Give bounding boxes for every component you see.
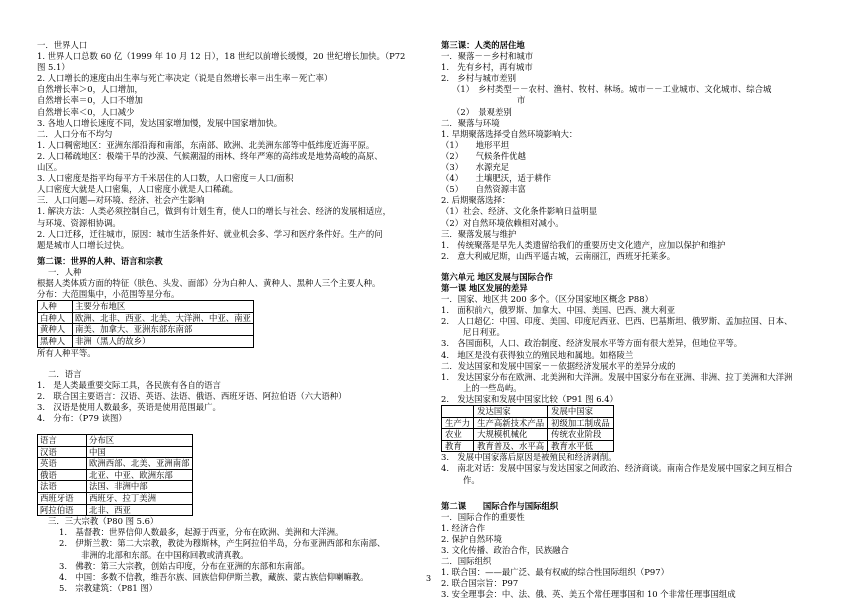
- table-cell: 阿拉伯语: [38, 504, 87, 516]
- settlement-section: [441, 51, 826, 262]
- table-cell: 英语: [38, 458, 87, 470]
- table-cell: 教育水平低: [548, 440, 614, 452]
- text-line: （2） 景观差别: [452, 106, 512, 117]
- table-cell: 传统农业阶段: [548, 429, 614, 441]
- table-row: [38, 469, 193, 481]
- lesson1-title: 第一课 地区发展的差异: [441, 282, 528, 293]
- table-cell: 南美、加拿大、亚洲东部东南部: [73, 324, 254, 336]
- text-line: 2. 人口超亿：中国、印度、美国、印度尼西亚、巴西、巴基斯坦、俄罗斯、孟加拉国、日本、: [441, 316, 793, 327]
- text-line: 2. 意大利威尼斯，山西平遥古城，云南丽江，西班牙托莱多。: [441, 250, 676, 261]
- table-cell: 发展中国家: [548, 406, 614, 418]
- table-cell: 法语: [38, 481, 87, 493]
- text-line: 4. 地区是没有获得独立的殖民地和属地。如格陵兰: [441, 349, 634, 360]
- table-row: [38, 312, 254, 324]
- table-row: [38, 481, 193, 493]
- text-line: 3. 各地人口增长速度不同，发达国家增加慢，发展中国家增加快。: [37, 117, 283, 128]
- text-line: （1） 地形平坦: [441, 139, 510, 150]
- table-cell: 语言: [38, 435, 87, 447]
- table-row: [38, 493, 193, 505]
- text-line: （3） 水源充足: [441, 162, 510, 173]
- table-cell: 黑种人: [38, 335, 73, 347]
- right-column: [441, 40, 826, 601]
- text-line: 3. 各国面积，人口、政治制度、经济发展水平等方面有很大差异，但地位平等。: [441, 338, 743, 349]
- text-line: 2. 联合国主要语言：汉语、英语、法语、俄语、西班牙语、阿拉伯语（六大语种）: [37, 390, 347, 401]
- population-section: [37, 40, 432, 251]
- table-cell: 生产高新技术产品: [474, 417, 548, 429]
- table-cell: 白种人: [38, 312, 73, 324]
- text-line: 3. 佛教：第三大宗教，创始古印度，分布在亚洲的东部和东南部。: [59, 560, 310, 571]
- text-line: 自然增长率＞0，人口增加，: [37, 84, 143, 95]
- race-note: 所有人种平等。: [37, 347, 96, 358]
- religion-section: [37, 516, 432, 594]
- table-cell: 大规模机械化: [474, 429, 548, 441]
- text-line: 非洲的北部和东部。在中国称回教或清真教。: [81, 549, 249, 560]
- lesson3-title: 第三课：人类的居住地: [441, 40, 525, 50]
- text-line: 分布：大范围集中，小范围等星分布。: [37, 289, 180, 300]
- table-cell: 分布区: [87, 435, 193, 447]
- table-row: [442, 429, 614, 441]
- table-row: [38, 324, 254, 336]
- table-cell: 欧洲、北非、西亚、北美、大洋洲、中亚、南亚: [73, 312, 254, 324]
- table-cell: 西班牙、拉丁美洲: [87, 493, 193, 505]
- text-line: 1. 联合国：——最广泛、最有权威的综合性国际组织（P97）: [441, 567, 669, 578]
- table-cell: 汉语: [38, 446, 87, 458]
- table-cell: 中国: [87, 446, 193, 458]
- text-line: 根据人类体质方面的特征（肤色、头发、面部）分为白种人、黄种人、黑种人三个主要人种。: [37, 277, 381, 288]
- language-section: [37, 369, 432, 424]
- text-line: （1） 乡村类型－－农村、渔村、牧村、林场。城市－－工业城市、文化城市、综合城: [452, 84, 772, 95]
- text-line: 人口密度大就是人口密集，人口密度小就是人口稀疏。: [37, 184, 238, 195]
- table-cell: 北非、西亚: [87, 504, 193, 516]
- text-line: 5. 宗教建筑：（P81 图）: [59, 582, 158, 593]
- text-line: 1. 面积前六，俄罗斯、加拿大、中国、美国、巴西、澳大利亚: [441, 305, 676, 316]
- text-line: 2. 保护自然环境: [441, 533, 502, 544]
- text-line: 2. 伊斯兰教：第二大宗教，教徒为穆斯林，产生阿拉伯半岛，分布亚洲西部和东南部、: [59, 538, 386, 549]
- international-cooperation-section: [441, 512, 826, 601]
- text-line: 2. 发达国家和发展中国家比较（P91 图 6.4）: [441, 393, 618, 404]
- text-line: 自然增长率＜0，人口减少: [37, 106, 135, 117]
- text-line: 市: [517, 95, 526, 106]
- table-row: [38, 446, 193, 458]
- table-row: [38, 458, 193, 470]
- text-line: 一．国家、地区共 200 多个。（区分国家地区概念 P88）: [441, 294, 653, 305]
- table-cell: 法国、非洲中部: [87, 481, 193, 493]
- table-row: [38, 504, 193, 516]
- regional-difference-section: [441, 294, 826, 405]
- text-line: 一．聚落－－乡村和城市: [441, 51, 534, 62]
- table-cell: 主要分布地区: [73, 301, 254, 313]
- table-cell: 教育: [442, 440, 474, 452]
- text-line: （1）社会、经济、文化条件影响日益明显: [441, 206, 598, 217]
- text-line: 3. 汉语是使用人数最多，英语是使用范围最广。: [37, 401, 221, 412]
- table-cell: 黄种人: [38, 324, 73, 336]
- table-row: [38, 301, 254, 313]
- text-line: 1. 人口稠密地区：亚洲东部沿海和南部，东南部、欧洲、北美洲东部等中低纬度近海平原。: [37, 139, 375, 150]
- text-line: 二．发达国家和发展中国家－－依据经济发展水平的差异分成的: [441, 360, 676, 371]
- text-line: 2. 联合国宗旨：P97: [441, 578, 519, 589]
- text-line: 二．人口分布不均匀: [37, 128, 113, 139]
- table-cell: 西班牙语: [38, 493, 87, 505]
- text-line: 1. 早期聚落选择受自然环境影响大：: [441, 128, 578, 139]
- text-line: 图 5.1）: [37, 62, 70, 73]
- text-line: 3. 发展中国家落后原因是被殖民和经济剥削。: [441, 452, 617, 463]
- text-line: 1. 解决方法：人类必须控制自己，做到有计划生育，使人口的增长与社会、经济的发展相适应，: [37, 206, 392, 217]
- text-line: 二．聚落与环境: [441, 117, 500, 128]
- text-line: 与环境、资源相协调。: [37, 217, 121, 228]
- text-line: 尼日利亚。: [463, 327, 505, 338]
- text-line: 一．世界人口: [37, 40, 88, 50]
- table-cell: 北亚、中亚、欧洲东部: [87, 469, 193, 481]
- race-table: [37, 300, 254, 347]
- table-cell: 俄语: [38, 469, 87, 481]
- left-column: [37, 40, 432, 594]
- text-line: 1. 传统聚落是早先人类遗留给我们的重要历史文化遗产，应加以保护和维护: [441, 239, 726, 250]
- text-line: 3. 安全理事会：中、法、俄、英、美五个常任理事国和 10 个非常任理事国组成: [441, 589, 736, 600]
- unit6-title: 第六单元 地区发展与国际合作: [441, 271, 553, 282]
- table-row: [442, 417, 614, 429]
- text-line: 一．人种: [48, 266, 82, 277]
- text-line: 4. 南北对话：发展中国家与发达国家之间政治、经济商谈。南南合作是发展中国家之间互相合: [441, 463, 793, 474]
- comparison-table: [441, 405, 614, 452]
- text-line: 3. 文化传播、政治合作，民族融合: [441, 545, 569, 556]
- race-intro: [37, 267, 432, 300]
- text-line: 1. 先有乡村，再有城市: [441, 62, 533, 73]
- text-line: （4） 土壤肥沃，适于耕作: [441, 173, 552, 184]
- language-table: [37, 434, 193, 516]
- text-line: 2. 乡村与城市差别: [441, 73, 516, 84]
- text-line: 二．国际组织: [441, 556, 492, 567]
- causes-section: [441, 452, 826, 485]
- text-line: 3. 人口密度是指平均每平方千米居住的人口数，人口密度＝人口/面积: [37, 173, 294, 184]
- text-line: 三．人口问题—对环境、经济、社会产生影响: [37, 195, 205, 206]
- text-line: 1. 基督教：世界信仰人数最多，起源于西亚，分布在欧洲、美洲和大洋洲。: [59, 527, 344, 538]
- text-line: 一．国际合作的重要性: [441, 511, 525, 522]
- table-cell: 非洲（黑人的故乡）: [73, 335, 254, 347]
- page-number: 3: [426, 574, 432, 583]
- table-row: [38, 435, 193, 447]
- text-line: 4. 中国：多数不信教，维吾尔族、回族信仰伊斯兰教，藏族、蒙古族信仰喇嘛教。: [59, 571, 369, 582]
- table-row: [442, 440, 614, 452]
- text-line: 山区。: [37, 162, 63, 173]
- text-line: 1. 经济合作: [441, 522, 486, 533]
- text-line: 1. 世界人口总数 60 亿（1999 年 10 月 12 日），18 世纪以前增长缓慢，20 世纪增长加快。（P72: [37, 51, 406, 62]
- text-line: 二．语言: [48, 368, 82, 379]
- text-line: 2. 后期聚落选择：: [441, 195, 511, 206]
- table-cell: 人种: [38, 301, 73, 313]
- text-line: 三．聚落发展与维护: [441, 228, 517, 239]
- table-cell: 教育普及、水平高: [474, 440, 548, 452]
- table-cell: [442, 406, 474, 418]
- text-line: （2） 气候条件优越: [441, 150, 526, 161]
- text-line: 题是城市人口增长过快。: [37, 239, 130, 250]
- text-line: 1. 发达国家分布在欧洲、北美洲和大洋洲。发展中国家分布在亚洲、非洲、拉丁美洲和大洋洲: [441, 371, 793, 382]
- text-line: （2）对自然环境依赖相对减小。: [441, 217, 564, 228]
- table-cell: 初级加工制成品: [548, 417, 614, 429]
- text-line: （5） 自然资源丰富: [441, 184, 526, 195]
- text-line: 三．三大宗教（P80 图 5.6）: [48, 516, 159, 527]
- table-row: [38, 335, 254, 347]
- text-line: 2. 人口迁移，迁往城市，原因：城市生活条件好、就业机会多、学习和医疗条件好。生产的问: [37, 228, 383, 239]
- table-cell: 农业: [442, 429, 474, 441]
- text-line: 上的一些岛屿。: [463, 382, 522, 393]
- text-line: 2. 人口稀疏地区：极端干旱的沙漠、气候潮湿的雨林、终年严寒的高纬或是地势高峻的高原、: [37, 150, 383, 161]
- text-line: 作。: [463, 474, 480, 485]
- table-row: [442, 406, 614, 418]
- table-cell: 发达国家: [474, 406, 548, 418]
- table-cell: 欧洲西部、北美、亚洲南部: [87, 458, 193, 470]
- lesson2-title: 第二课：世界的人种、语言和宗教: [37, 255, 163, 266]
- lesson2-right-title: 第二课 国际合作与国际组织: [441, 500, 559, 511]
- text-line: 1. 是人类最重要交际工具，各民族有各自的语言: [37, 379, 221, 390]
- text-line: 自然增长率＝0，人口不增加: [37, 95, 143, 106]
- text-line: 2. 人口增长的速度由出生率与死亡率决定（说是自然增长率＝出生率－死亡率）: [37, 73, 333, 84]
- text-line: 4. 分布：（P79 读图）: [37, 413, 127, 423]
- table-cell: 生产力: [442, 417, 474, 429]
